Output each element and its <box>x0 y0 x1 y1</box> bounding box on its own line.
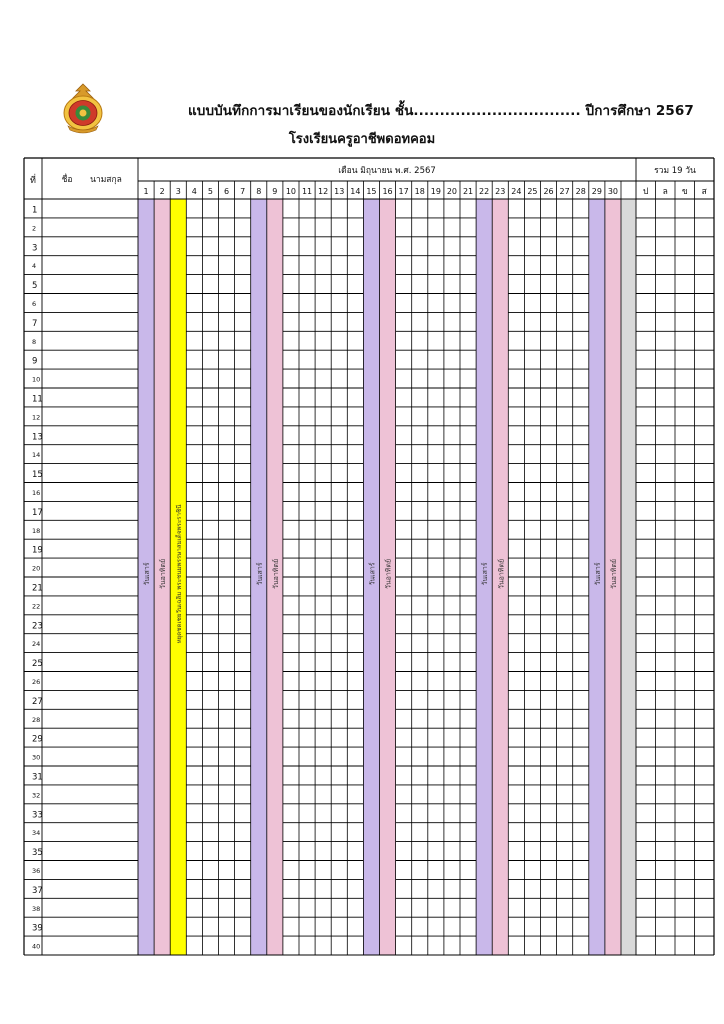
row-number: 13 <box>32 432 43 443</box>
saturday-label: วันเสาร์ <box>481 562 490 586</box>
day-number: 24 <box>511 187 522 196</box>
row-number: 7 <box>32 318 38 329</box>
row-number: 22 <box>32 602 41 611</box>
day-number: 20 <box>446 187 458 196</box>
day-number: 22 <box>479 187 490 196</box>
row-number: 14 <box>32 451 41 460</box>
day-number: 13 <box>334 187 345 196</box>
row-number: 34 <box>32 829 41 838</box>
row-number: 4 <box>32 262 37 271</box>
summary-header: ข <box>681 187 688 197</box>
day-number: 15 <box>366 187 377 196</box>
day-number: 11 <box>301 187 313 196</box>
row-number: 33 <box>32 810 43 821</box>
summary-header: ป <box>643 187 649 197</box>
row-number: 16 <box>32 488 41 497</box>
day-number: 25 <box>527 187 538 196</box>
extra-column <box>621 199 636 955</box>
row-number: 40 <box>32 942 41 951</box>
saturday-label: วันเสาร์ <box>593 562 602 586</box>
row-number: 2 <box>32 224 37 233</box>
day-number: 26 <box>543 187 554 196</box>
total-days-label: รวม 19 วัน <box>654 166 696 176</box>
row-number: 24 <box>32 640 41 649</box>
saturday-label: วันเสาร์ <box>143 562 152 586</box>
day-number: 28 <box>575 187 586 196</box>
day-number: 2 <box>159 187 165 196</box>
summary-header: ล <box>662 187 668 197</box>
school-name: โรงเรียนครูอาชีพดอทคอม <box>288 132 436 147</box>
header-first-name: ชื่อ <box>61 175 73 185</box>
day-number: 27 <box>559 187 570 196</box>
row-number: 32 <box>32 791 41 800</box>
row-number: 23 <box>32 621 43 632</box>
day-number: 23 <box>495 187 506 196</box>
month-label: เดือน มิถุนายน พ.ศ. 2567 <box>338 166 436 176</box>
day-number: 5 <box>207 187 213 196</box>
row-number: 8 <box>32 337 37 346</box>
sunday-label: วันอาทิตย์ <box>271 558 280 590</box>
row-number: 35 <box>32 848 43 859</box>
page-title: แบบบันทึกการมาเรียนของนักเรียน ชั้น................................ ปีการศึกษา 2567 <box>188 103 694 119</box>
sunday-label: วันอาทิตย์ <box>384 558 393 590</box>
day-number: 4 <box>191 187 197 196</box>
sunday-label: วันอาทิตย์ <box>497 558 506 590</box>
row-number: 39 <box>32 923 43 934</box>
row-number: 27 <box>32 696 43 707</box>
day-number: 14 <box>350 187 361 196</box>
saturday-label: วันเสาร์ <box>255 562 264 586</box>
row-number: 3 <box>32 243 38 254</box>
row-number: 1 <box>32 205 38 216</box>
day-number: 8 <box>256 187 262 196</box>
row-number: 21 <box>32 583 43 594</box>
row-number: 9 <box>32 356 38 367</box>
summary-header: ส <box>701 187 707 197</box>
day-number: 1 <box>143 187 149 196</box>
holiday-label: หยุดชดเชยวันเฉลิม พระชนมพรรษาสมเด็จพระราชินี <box>175 504 183 644</box>
sunday-label: วันอาทิตย์ <box>159 558 168 590</box>
day-number: 17 <box>398 187 409 196</box>
day-number: 10 <box>285 187 297 196</box>
row-number: 15 <box>32 470 43 481</box>
day-number: 12 <box>318 187 329 196</box>
row-number: 12 <box>32 413 41 422</box>
row-number: 5 <box>32 281 38 292</box>
day-number: 3 <box>175 187 181 196</box>
day-number: 30 <box>607 187 619 196</box>
row-number: 38 <box>32 904 41 913</box>
row-number: 18 <box>32 526 41 535</box>
day-number: 6 <box>224 187 230 196</box>
row-number: 11 <box>32 394 43 405</box>
row-number: 28 <box>32 715 41 724</box>
day-number: 7 <box>240 187 246 196</box>
saturday-label: วันเสาร์ <box>368 562 377 586</box>
row-number: 26 <box>32 677 41 686</box>
day-number: 21 <box>462 187 474 196</box>
row-number: 25 <box>32 659 43 670</box>
row-number: 29 <box>32 734 43 745</box>
row-number: 19 <box>32 545 43 556</box>
row-number: 17 <box>32 507 43 518</box>
day-number: 19 <box>430 187 441 196</box>
row-number: 10 <box>32 375 41 384</box>
day-number: 16 <box>382 187 393 196</box>
header-last-name: นามสกุล <box>90 175 122 185</box>
row-number: 36 <box>32 866 41 875</box>
row-number: 31 <box>32 772 43 783</box>
row-number: 20 <box>32 564 41 573</box>
day-number: 18 <box>414 187 425 196</box>
day-number: 9 <box>272 187 278 196</box>
day-number: 29 <box>591 187 602 196</box>
sunday-label: วันอาทิตย์ <box>609 558 618 590</box>
header-number: ที่ <box>30 176 36 186</box>
row-number: 30 <box>32 753 41 762</box>
row-number: 6 <box>32 299 37 308</box>
row-number: 37 <box>32 885 43 896</box>
